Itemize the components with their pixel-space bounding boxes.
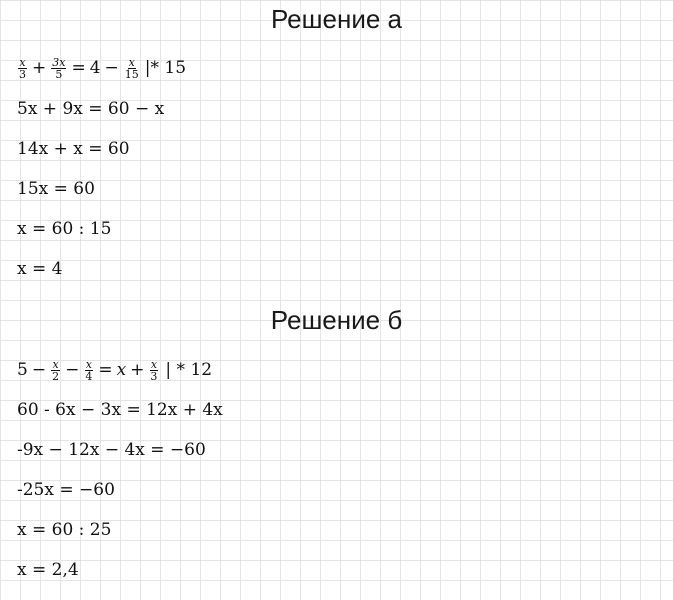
numerator: x <box>150 357 158 371</box>
operator: + <box>32 58 47 78</box>
solution-a-title: Решение а <box>270 4 402 34</box>
solution-a-equation-3: 14x + x = 60 <box>17 139 130 159</box>
numerator: x <box>52 357 59 371</box>
numerator: 3x <box>52 55 66 69</box>
fraction <box>18 57 27 80</box>
multiplier: | * 12 <box>165 360 213 380</box>
solution-a-equation-2: 5x + 9x = 60 − x <box>17 99 165 119</box>
operator: + <box>130 360 145 380</box>
multiplier: |* 15 <box>144 58 187 78</box>
denominator: 4 <box>85 369 93 383</box>
solution-a-equation-4: 15x = 60 <box>17 179 95 199</box>
denominator: 2 <box>52 369 60 383</box>
operator: − <box>104 58 119 78</box>
denominator: 5 <box>55 67 63 81</box>
variable: x <box>116 360 127 380</box>
operator: = <box>98 360 113 380</box>
solution-a-equation-5: x = 60 : 15 <box>17 219 112 239</box>
fraction <box>149 359 158 382</box>
number: 5 <box>17 360 28 380</box>
denominator: 3 <box>150 369 158 383</box>
solution-a-equation-1 <box>17 56 186 80</box>
numerator: x <box>19 55 26 69</box>
solution-b-equation-6: x = 2,4 <box>17 560 79 580</box>
numerator: x <box>85 357 92 371</box>
fraction <box>51 359 60 382</box>
fraction <box>51 57 66 80</box>
solution-b-equation-5: x = 60 : 25 <box>17 520 112 540</box>
operator: = <box>71 58 86 78</box>
solution-a-equation-6: x = 4 <box>17 259 63 279</box>
fraction <box>124 57 140 80</box>
solution-b-equation-3: -9x − 12x − 4x = −60 <box>17 440 206 460</box>
fraction <box>84 359 93 382</box>
number: 4 <box>89 58 101 78</box>
solution-b-equation-1 <box>17 358 212 382</box>
solution-b-equation-4: -25x = −60 <box>17 480 115 500</box>
denominator: 3 <box>19 67 26 81</box>
solution-b-title: Решение б <box>270 305 403 335</box>
denominator: 15 <box>124 67 139 81</box>
solution-b-equation-2: 60 - 6x − 3x = 12x + 4x <box>17 400 223 420</box>
numerator: x <box>128 55 135 69</box>
operator: − <box>31 360 47 380</box>
operator: − <box>65 360 80 380</box>
